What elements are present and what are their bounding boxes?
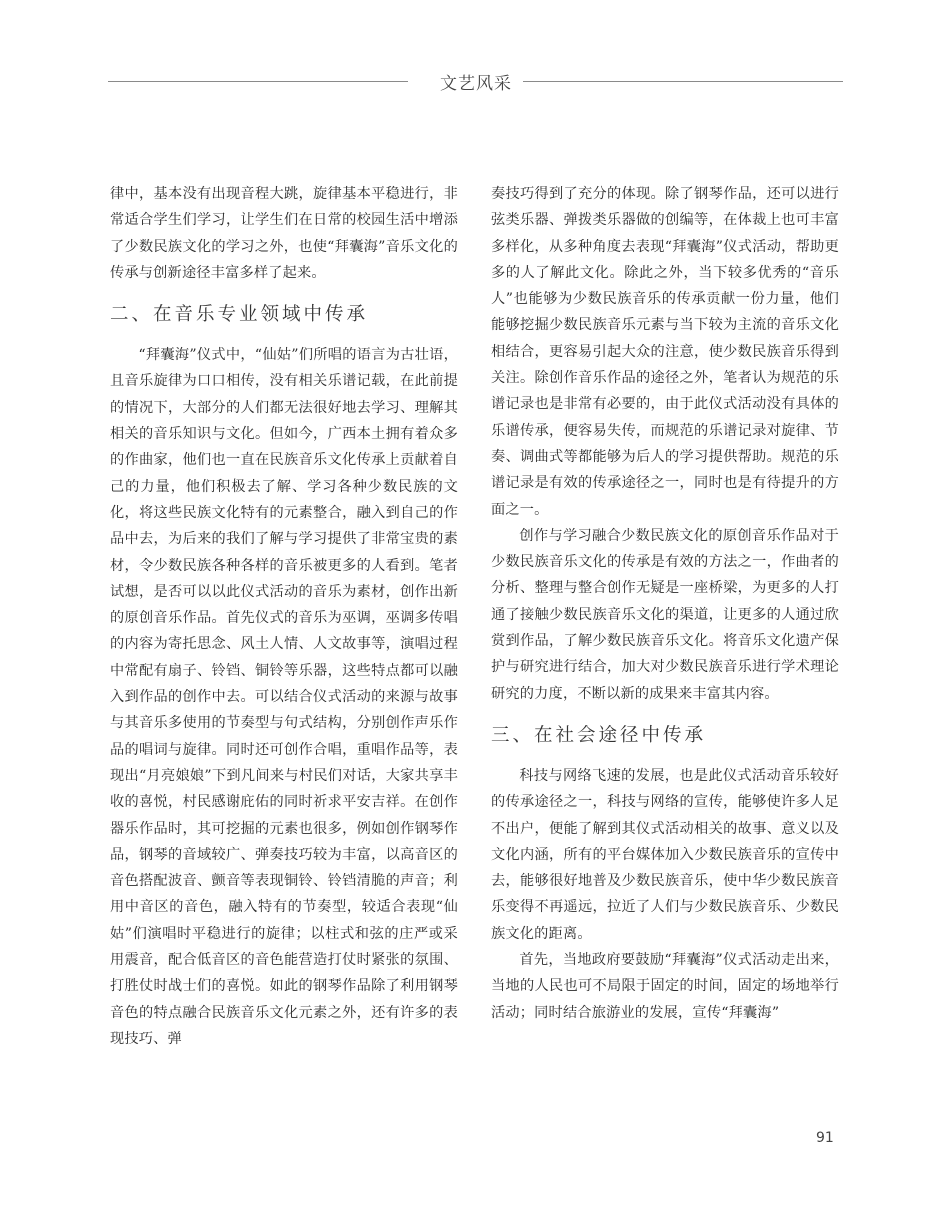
page-number: 91	[816, 1130, 834, 1146]
section-heading: 三、在社会途径中传承	[491, 724, 707, 746]
running-header	[108, 66, 843, 96]
left-column	[110, 181, 458, 1052]
section-heading: 二、在音乐专业领域中传承	[110, 304, 369, 326]
paragraph: 首先，当地政府要鼓励“拜囊海”仪式活动走出来，当地的人民也可不局限于固定的时间，固定的场地举行活动；同时结合旅游业的发展，宣传“拜囊海”	[491, 952, 839, 1021]
paragraph: 奏技巧得到了充分的体现。除了钢琴作品，还可以进行弦类乐器、弹拨类乐器做的创编等，在体裁上也可丰富多样化，从多种角度去表现“拜囊海”仪式活动，帮助更多的人了解此文化。除此之外，当下较多优秀的“音乐人”也能够为少数民族音乐的传承贡献一份力量，他们能够挖掘少数民族音乐元素与当下较为主流的音乐文化相结合，更容易引起大众的注意，使少数民族音乐得到关注。除创作音乐作品的途径之外，笔者认为规范的乐谱记录也是非常有必要的，由于此仪式活动没有具体的乐谱传承，便容易失传，而规范的乐谱记录对旋律、节奏、调曲式等都能够为后人的学习提供帮助。规范的乐谱记录是有效的传承途径之一，同时也是有待提升的方面之一。	[491, 186, 839, 518]
header-rule-left	[108, 81, 408, 82]
paragraph: 创作与学习融合少数民族文化的原创音乐作品对于少数民族音乐文化的传承是有效的方法之一，作曲者的分析、整理与整合创作无疑是一座桥梁，为更多的人打通了接触少数民族音乐文化的渠道，让更多的人通过欣赏到作品，了解少数民族音乐文化。将音乐文化遗产保护与研究进行结合，加大对少数民族音乐进行学术理论研究的力度，不断以新的成果来丰富其内容。	[491, 527, 839, 702]
right-column	[491, 181, 839, 1026]
header-rule-right	[523, 81, 843, 82]
paragraph: “拜囊海”仪式中，“仙姑”们所唱的语言为古壮语，且音乐旋律为口口相传，没有相关乐谱记载，在此前提的情况下，大部分的人们都无法很好地去学习、理解其相关的音乐知识与文化。但如今，广西本土拥有着众多的作曲家，他们也一直在民族音乐文化传承上贡献着自己的力量，他们积极去了解、学习各种少数民族的文化，将这些民族文化特有的元素整合，融入到自己的作品中去，为后来的我们了解与学习提供了非常宝贵的素材，令少数民族各种各样的音乐被更多的人看到。笔者试想，是否可以以此仪式活动的音乐为素材，创作出新的原创音乐作品。首先仪式的音乐为巫调，巫调多传唱的内容为寄托思念、风土人情、人文故事等，演唱过程中常配有扇子、铃铛、铜铃等乐器，这些特点都可以融入到作品的创作中去。可以结合仪式活动的来源与故事与其音乐多使用的节奏型与句式结构，分别创作声乐作品的唱词与旋律。同时还可创作合唱，重唱作品等，表现出“月亮娘娘”下到凡间来与村民们对话，大家共享丰收的喜悦，村民感谢庇佑的同时祈求平安吉祥。在创作器乐作品时，其可挖掘的元素也很多，例如创作钢琴作品，钢琴的音域较广、弹奏技巧较为丰富，以高音区的音色搭配波音、颤音等表现铜铃、铃铛清脆的声音；利用中音区的音色，融入特有的节奏型，较适合表现“仙姑”们演唱时平稳进行的旋律；以柱式和弦的庄严或采用震音，配合低音区的音色能营造打仗时紧张的氛围、打胜仗时战士们的喜悦。如此的钢琴作品除了利用钢琴音色的特点融合民族音乐文化元素之外，还有许多的表现技巧、弹	[110, 347, 458, 1047]
section-title: 文艺风采	[440, 74, 512, 94]
paragraph: 科技与网络飞速的发展，也是此仪式活动音乐较好的传承途径之一，科技与网络的宣传，能够使许多人足不出户，便能了解到其仪式活动相关的故事、意义以及文化内涵，所有的平台媒体加入少数民族音乐的宣传中去，能够很好地普及少数民族音乐，使中华少数民族音乐变得不再遥远，拉近了人们与少数民族音乐、少数民族文化的距离。	[491, 767, 839, 942]
paragraph: 律中，基本没有出现音程大跳，旋律基本平稳进行，非常适合学生们学习，让学生们在日常的校园生活中增添了少数民族文化的学习之外，也使“拜囊海”音乐文化的传承与创新途径丰富多样了起来。	[110, 186, 458, 281]
